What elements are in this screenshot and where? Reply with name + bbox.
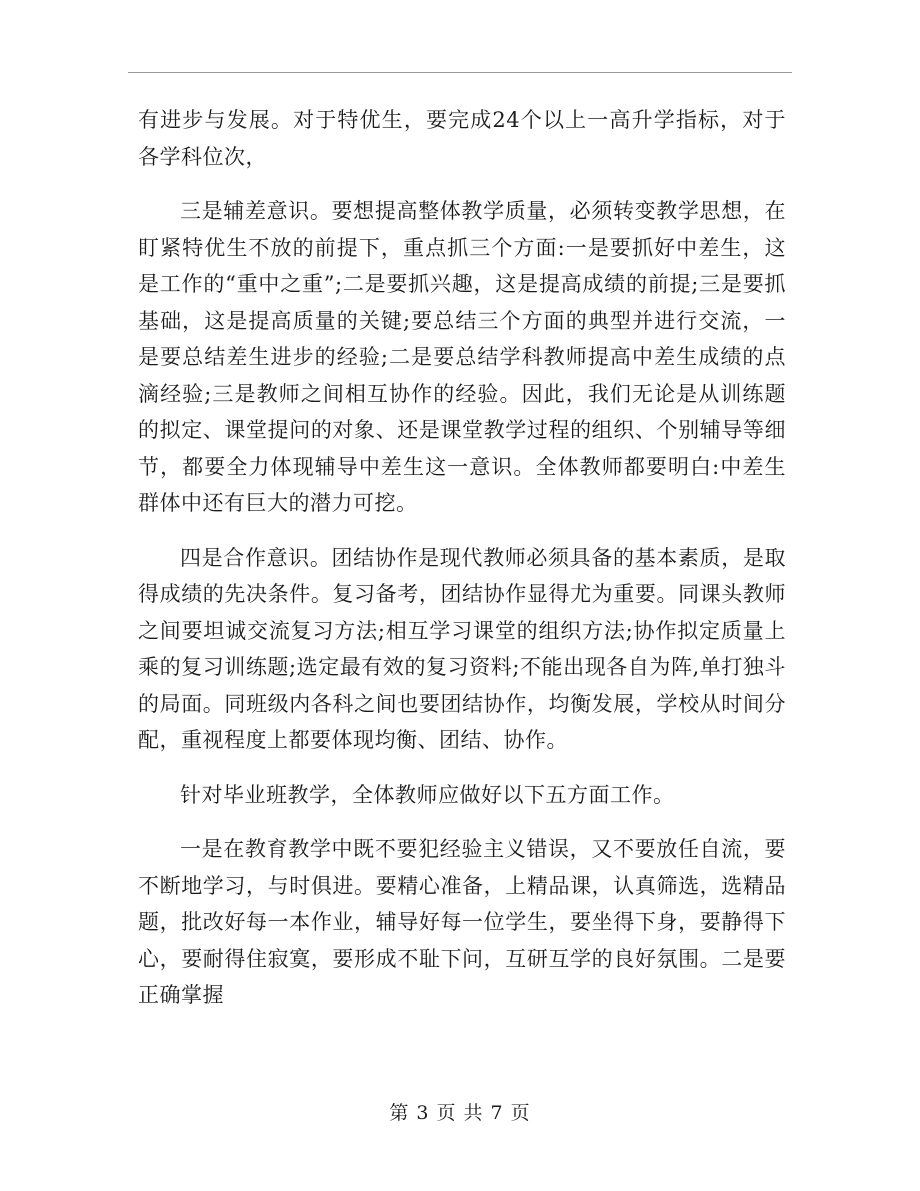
page-number: 第 3 页 共 7 页 xyxy=(389,1102,531,1124)
paragraph-1: 有进步与发展。对于特优生，要完成24个以上一高升学指标，对于各学科位次， xyxy=(138,108,786,169)
paragraph-2: 三是辅差意识。要想提高整体教学质量，必须转变教学思想，在盯紧特优生不放的前提下，重点抓三个方面:一是要抓好中差生，这是工作的“重中之重”;二是要抓兴趣，这是提高成绩的前提;三是要抓基础，这是提高质量的关键;要总结三个方面的典型并进行交流，一是要总结差生进步的经验;二是要总结学科教师提高中差生成绩的点滴经验;三是教师之间相互协作的经验。因此，我们无论是从训练题的拟定、课堂提问的对象、还是课堂教学过程的组织、个别辅导等细节，都要全力体现辅导中差生这一意识。全体教师都要明白:中差生群体中还有巨大的潜力可挖。 xyxy=(138,199,786,515)
document-body xyxy=(138,102,786,1032)
paragraph-5: 一是在教育教学中既不要犯经验主义错误，又不要放任自流，要不断地学习，与时俱进。要精心准备，上精品课，认真筛选，选精品题，批改好每一本作业，辅导好每一位学生，要坐得下身，要静得下心，要耐得住寂寞，要形成不耻下问，互研互学的良好氛围。二是要正确掌握 xyxy=(138,837,786,1007)
paragraph-3: 四是合作意识。团结协作是现代教师必须具备的基本素质，是取得成绩的先决条件。复习备考，团结协作显得尤为重要。同课头教师之间要坦诚交流复习方法;相互学习课堂的组织方法;协作拟定质量上乘的复习训练题;选定最有效的复习资料;不能出现各自为阵,单打独斗的局面。同班级内各科之间也要团结协作，均衡发展，学校从时间分配，重视程度上都要体现均衡、团结、协作。 xyxy=(138,545,786,752)
header-divider xyxy=(128,72,792,73)
paragraph-4: 针对毕业班教学，全体教师应做好以下五方面工作。 xyxy=(180,782,675,807)
